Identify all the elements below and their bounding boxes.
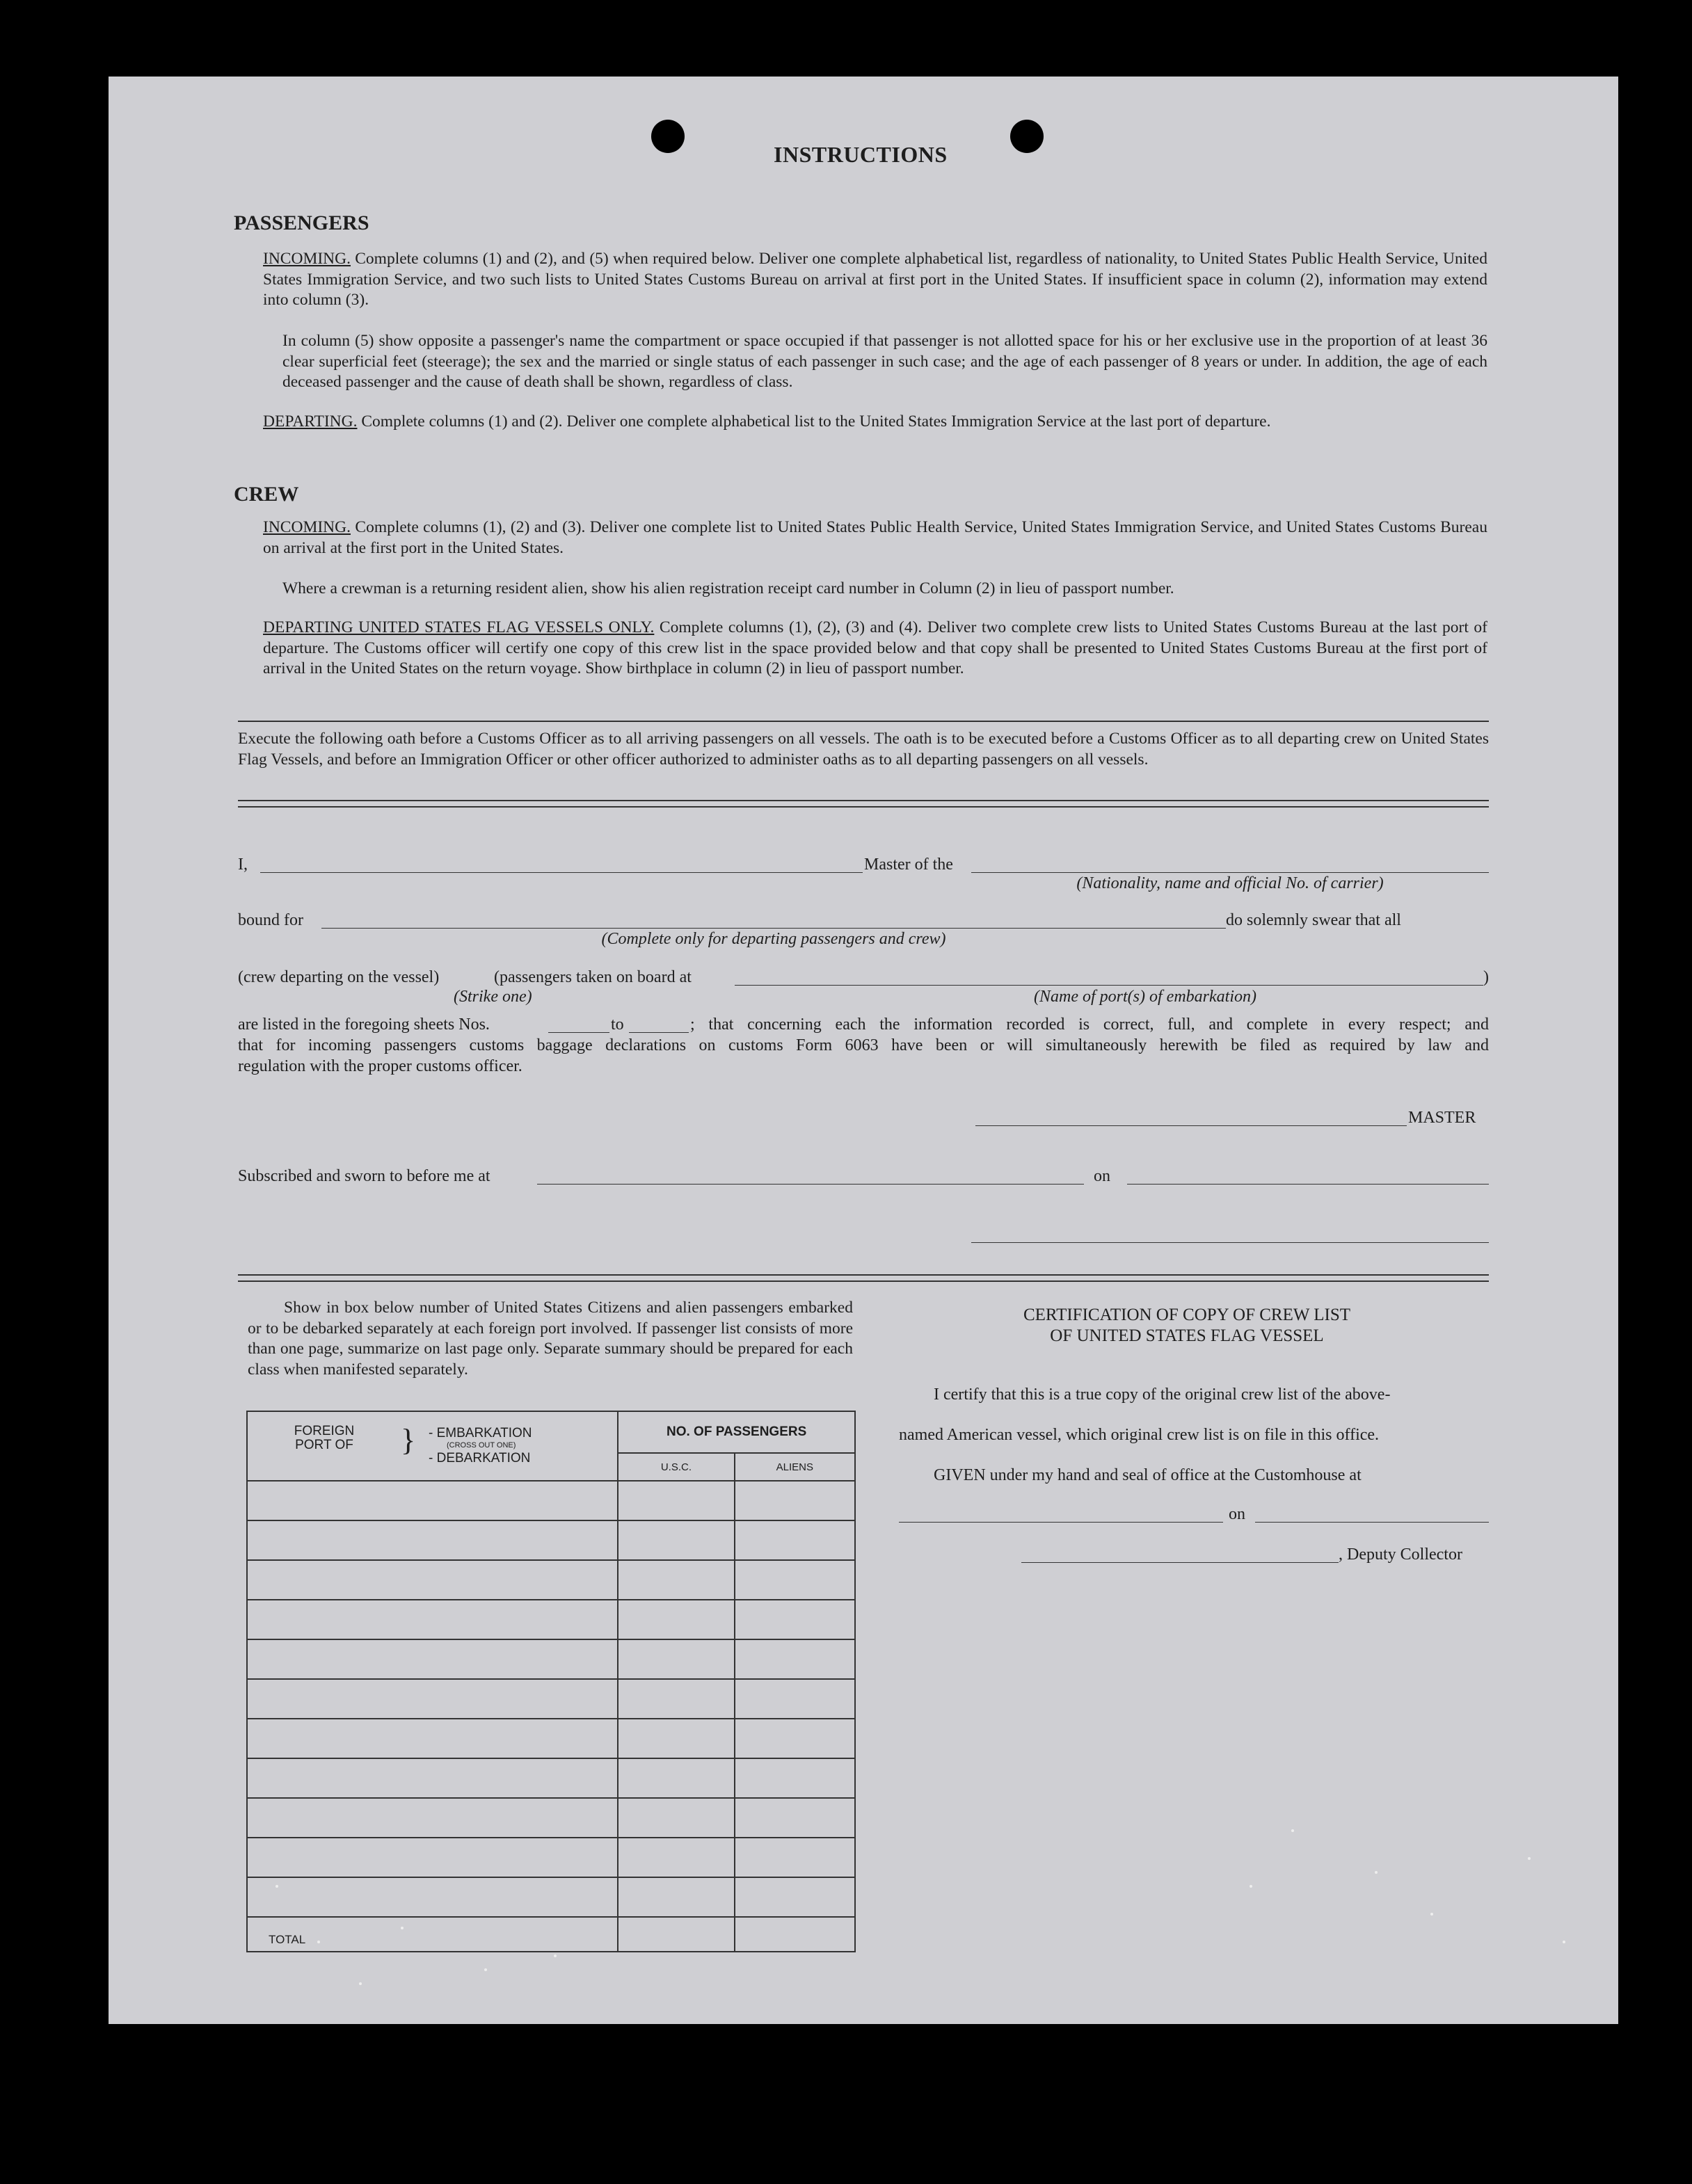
embarkation-ports-field[interactable] <box>735 985 1483 986</box>
aliens-cell[interactable] <box>735 1639 855 1679</box>
no-of-passengers-header: NO. OF PASSENGERS <box>618 1411 855 1453</box>
speck <box>1291 1829 1294 1832</box>
certification-heading-line-1: CERTIFICATION OF COPY OF CREW LIST <box>1023 1306 1351 1324</box>
sworn-on-label: on <box>1094 1167 1110 1185</box>
summary-row <box>247 1560 855 1600</box>
strike-one-caption: (Strike one) <box>454 988 532 1006</box>
aliens-cell[interactable] <box>735 1719 855 1758</box>
double-rule-top <box>238 800 1489 808</box>
given-line: GIVEN under my hand and seal of office at the Customhouse at <box>934 1466 1362 1484</box>
certification-on-label: on <box>1229 1505 1245 1523</box>
crew-departing-text: Complete columns (1), (2), (3) and (4). Deliver two complete crew lists to United States Customs Bureau at the last port of departure. The Customs officer will certify one copy of this crew list in the space provided below and that copy shall be presented to United States Customs Bureau at the first port of arrival in the United States on the return voyage. Show birthplace in column (2) in lieu of passport number. <box>263 618 1487 677</box>
certify-line-2: named American vessel, which original crew list is on file in this office. <box>899 1426 1380 1444</box>
summary-instructions: Show in box below number of United States Citizens and alien passengers embarked or to be debarked separately at each foreign port involved. If passenger list consists of more than one page, summarize on last page only. Separate summary should be prepared for each class when manifested separately. <box>248 1299 853 1379</box>
usc-cell[interactable] <box>618 1758 734 1798</box>
crew-heading: CREW <box>234 483 299 506</box>
sheet-to-field[interactable] <box>629 1032 689 1033</box>
port-cell[interactable] <box>247 1758 618 1798</box>
officer-signature-field[interactable] <box>971 1242 1489 1243</box>
passengers-incoming-lead: INCOMING. <box>263 250 351 268</box>
port-cell[interactable] <box>247 1560 618 1600</box>
form-sheet <box>109 77 1618 2024</box>
crew-departing-lead: DEPARTING UNITED STATES FLAG VESSELS ONLY. <box>263 618 655 636</box>
aliens-cell[interactable] <box>735 1481 855 1520</box>
certification-heading <box>971 1305 1403 1347</box>
speck <box>401 1927 404 1929</box>
aliens-cell[interactable] <box>735 1838 855 1877</box>
embarkation-ports-caption: (Name of port(s) of embarkation) <box>1034 988 1256 1006</box>
port-cell[interactable] <box>247 1600 618 1639</box>
bound-for-field[interactable] <box>321 928 1226 929</box>
usc-cell[interactable] <box>618 1600 734 1639</box>
port-cell[interactable] <box>247 1639 618 1679</box>
passengers-taken-option[interactable]: (passengers taken on board at <box>494 968 692 986</box>
speck <box>1430 1913 1433 1916</box>
double-rule-bottom <box>238 1274 1489 1282</box>
customhouse-field[interactable] <box>899 1522 1223 1523</box>
speck <box>1528 1857 1531 1860</box>
total-usc-cell[interactable] <box>618 1917 734 1952</box>
usc-header: U.S.C. <box>618 1453 734 1481</box>
embarkation-label: - EMBARKATION <box>429 1426 532 1440</box>
sworn-date-field[interactable] <box>1127 1184 1489 1185</box>
summary-row <box>247 1798 855 1838</box>
aliens-cell[interactable] <box>735 1560 855 1600</box>
speck <box>554 1954 557 1957</box>
crew-departing-option[interactable]: (crew departing on the vessel) <box>238 968 440 986</box>
debarkation-label: - DEBARKATION <box>429 1451 531 1466</box>
master-of-label: Master of the <box>864 856 953 874</box>
crew-departing-paragraph <box>263 618 1487 680</box>
close-paren: ) <box>1483 968 1489 986</box>
passengers-column5-paragraph: In column (5) show opposite a passenger's name the compartment or space occupied if that passenger is not allotted space for his or her exclusive use in the proportion of at least 36 clear superficial feet (steerage); the sex and the married or single status of each passenger in such case; and the age of each passenger of 8 years or under. In addition, the age of each deceased passenger and the cause of death shall be shown, regardless of class. <box>282 332 1487 391</box>
brace-icon: } <box>401 1423 416 1457</box>
master-name-field[interactable] <box>260 872 863 873</box>
speck <box>1250 1885 1252 1888</box>
listed-rest: ; that concerning each the information recorded is correct, full, and complete in every respect; and <box>690 1015 1489 1034</box>
passengers-departing-lead: DEPARTING. <box>263 412 358 431</box>
summary-row <box>247 1520 855 1560</box>
crew-incoming-lead: INCOMING. <box>263 518 351 536</box>
usc-cell[interactable] <box>618 1877 734 1917</box>
certification-date-field[interactable] <box>1255 1522 1489 1523</box>
port-cell[interactable] <box>247 1520 618 1560</box>
port-cell[interactable] <box>247 1877 618 1917</box>
summary-row <box>247 1838 855 1877</box>
certify-line-1: I certify that this is a true copy of the original crew list of the above- <box>934 1386 1391 1404</box>
master-signature-field[interactable] <box>975 1125 1407 1126</box>
foreign-port-label: FOREIGN PORT OF <box>294 1424 355 1452</box>
aliens-cell[interactable] <box>735 1798 855 1838</box>
summary-row <box>247 1600 855 1639</box>
usc-cell[interactable] <box>618 1838 734 1877</box>
port-cell[interactable] <box>247 1679 618 1719</box>
carrier-field[interactable] <box>971 872 1489 873</box>
subscribed-label: Subscribed and sworn to before me at <box>238 1167 490 1185</box>
crew-incoming-text: Complete columns (1), (2) and (3). Deliver one complete list to United States Public Health Service, United States Immigration Service, and United States Customs Bureau on arrival at the first port in the United States. <box>263 518 1487 557</box>
punch-hole-left <box>651 120 685 153</box>
usc-cell[interactable] <box>618 1719 734 1758</box>
speck <box>484 1968 487 1971</box>
summary-row <box>247 1877 855 1917</box>
passengers-incoming-text: Complete columns (1) and (2), and (5) when required below. Deliver one complete alphabetical list, regardless of nationality, to United States Public Health Service, United States Immigration Service, and two such lists to United States Customs Bureau on arrival at first port in the United States. If insufficient space in column (2), information may extend into column (3). <box>263 250 1487 309</box>
listed-line-2: that for incoming passengers customs baggage declarations on customs Form 6063 have been or will simultaneously herewith be filed as required by law and <box>238 1036 1489 1054</box>
aliens-cell[interactable] <box>735 1600 855 1639</box>
summary-row <box>247 1639 855 1679</box>
port-cell[interactable] <box>247 1798 618 1838</box>
oath-i-label: I, <box>238 856 248 874</box>
aliens-cell[interactable] <box>735 1520 855 1560</box>
crew-alien-paragraph: Where a crewman is a returning resident alien, show his alien registration receipt card number in Column (2) in lieu of passport number. <box>282 579 1174 597</box>
aliens-header: ALIENS <box>735 1453 855 1481</box>
speck <box>1563 1941 1565 1943</box>
speck <box>359 1982 362 1985</box>
passenger-summary-table <box>246 1411 856 1952</box>
page-title: INSTRUCTIONS <box>774 142 948 167</box>
aliens-cell[interactable] <box>735 1758 855 1798</box>
passengers-incoming-paragraph <box>263 249 1487 311</box>
listed-line-3: regulation with the proper customs officer. <box>238 1057 522 1075</box>
usc-cell[interactable] <box>618 1798 734 1838</box>
deputy-collector-label: , Deputy Collector <box>1339 1545 1462 1564</box>
aliens-cell[interactable] <box>735 1679 855 1719</box>
master-label: MASTER <box>1408 1109 1476 1127</box>
port-header-cell <box>247 1411 618 1481</box>
summary-row <box>247 1679 855 1719</box>
passengers-heading: PASSENGERS <box>234 211 369 234</box>
bound-for-caption: (Complete only for departing passengers and crew) <box>601 930 946 948</box>
speck <box>276 1885 278 1888</box>
total-row <box>247 1917 855 1952</box>
summary-table-body <box>247 1481 855 1917</box>
total-aliens-cell[interactable] <box>735 1917 855 1952</box>
crew-incoming-paragraph <box>263 517 1487 559</box>
to-label: to <box>611 1015 624 1034</box>
certification-heading-line-2: OF UNITED STATES FLAG VESSEL <box>1050 1326 1324 1345</box>
summary-row <box>247 1719 855 1758</box>
usc-cell[interactable] <box>618 1520 734 1560</box>
speck <box>317 1941 320 1943</box>
passengers-departing-paragraph <box>263 412 1487 433</box>
summary-row <box>247 1758 855 1798</box>
carrier-caption: (Nationality, name and official No. of carrier) <box>1076 874 1384 892</box>
listed-label: are listed in the foregoing sheets Nos. <box>238 1015 490 1034</box>
swear-label: do solemnly swear that all <box>1226 911 1401 929</box>
total-label: TOTAL <box>247 1917 618 1952</box>
sworn-place-field[interactable] <box>537 1184 1084 1185</box>
speck <box>1375 1871 1378 1874</box>
oath-instructions: Execute the following oath before a Customs Officer as to all arriving passengers on all vessels. The oath is to be executed before a Customs Officer as to all departing crew on United States Flag Vessels, and before an Immigration Officer or other officer authorized to administer oaths as to all departing passengers on all vessels. <box>238 730 1489 769</box>
port-cell[interactable] <box>247 1481 618 1520</box>
sheet-from-field[interactable] <box>548 1032 609 1033</box>
usc-cell[interactable] <box>618 1639 734 1679</box>
cross-out-one-label: (CROSS OUT ONE) <box>447 1441 516 1450</box>
punch-hole-right <box>1010 120 1044 153</box>
usc-cell[interactable] <box>618 1679 734 1719</box>
usc-cell[interactable] <box>618 1560 734 1600</box>
usc-cell[interactable] <box>618 1481 734 1520</box>
divider-rule <box>238 721 1489 722</box>
port-cell[interactable] <box>247 1719 618 1758</box>
bound-for-label: bound for <box>238 911 303 929</box>
aliens-cell[interactable] <box>735 1877 855 1917</box>
passengers-departing-text: Complete columns (1) and (2). Deliver one complete alphabetical list to the United States Immigration Service at the last port of departure. <box>357 412 1271 431</box>
summary-row <box>247 1481 855 1520</box>
port-cell[interactable] <box>247 1838 618 1877</box>
deputy-collector-signature-field[interactable] <box>1021 1562 1339 1563</box>
